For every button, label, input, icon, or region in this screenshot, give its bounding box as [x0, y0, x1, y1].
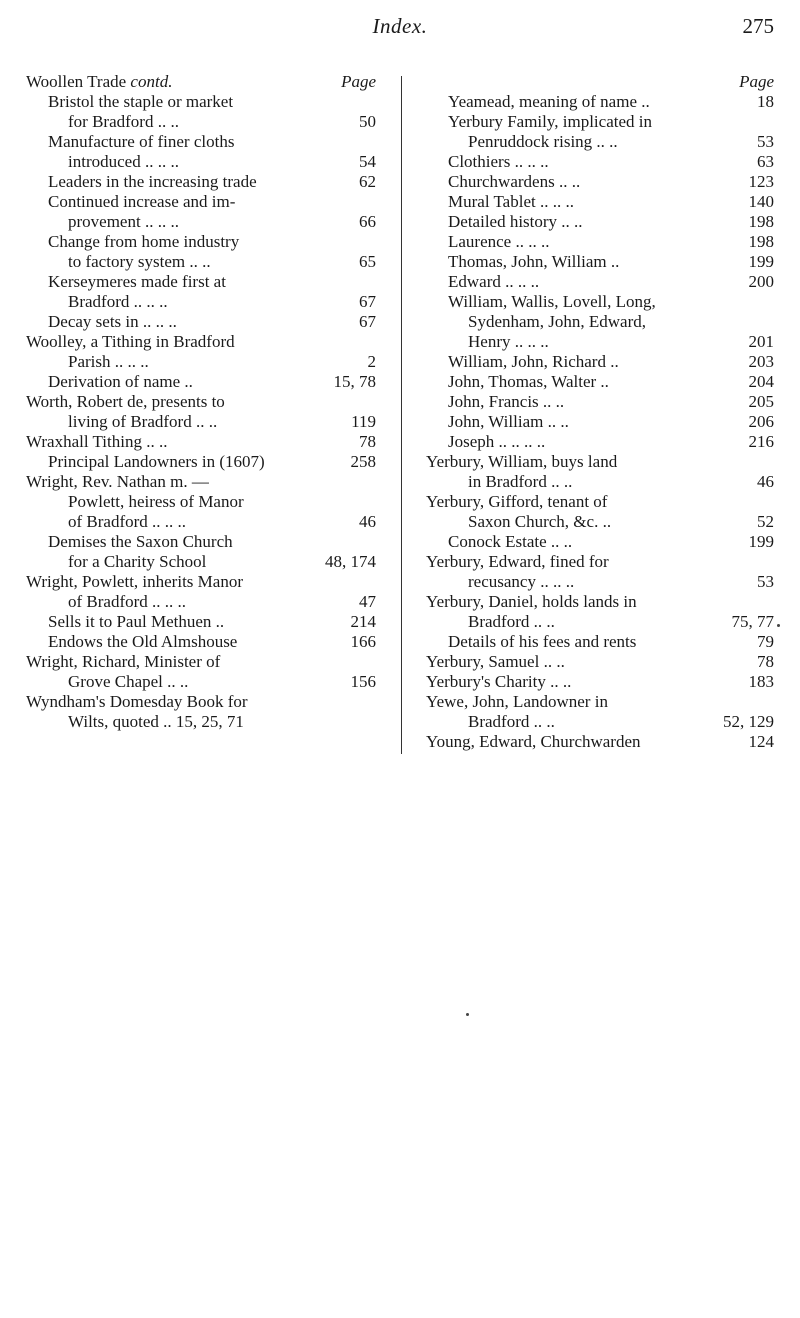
page-ref: 66 [359, 212, 376, 231]
index-line [26, 172, 376, 192]
index-line [26, 512, 376, 532]
page-ref: 78 [757, 652, 774, 671]
page-ref: 75, 77 [731, 612, 774, 631]
entry-text: Sells it to Paul Methuen .. [48, 612, 225, 631]
entry-text: John, Thomas, Walter .. [448, 372, 609, 391]
entry-text: Endows the Old Almshouse [48, 632, 238, 651]
index-line [426, 112, 774, 132]
index-line [26, 312, 376, 332]
entry-text: Bristol the staple or market [48, 92, 234, 111]
entry-text: for a Charity School [68, 552, 207, 571]
page-column-label: Page [341, 72, 376, 91]
index-line [426, 372, 774, 392]
index-line [26, 212, 376, 232]
index-line [426, 512, 774, 532]
page-ref: 54 [359, 152, 376, 171]
index-line [426, 132, 774, 152]
entry-text: Yerbury, Gifford, tenant of [426, 492, 608, 511]
entry-text: William, John, Richard .. [448, 352, 619, 371]
entry-text: Woolley, a Tithing in Bradford [26, 332, 235, 351]
page-column-label: Page [739, 72, 774, 91]
entry-text: Yerbury, Samuel .. .. [426, 652, 565, 671]
entry-text: in Bradford .. .. [468, 472, 573, 491]
index-line [26, 612, 376, 632]
page-ref: 200 [748, 272, 774, 291]
entry-text: Principal Landowners in (1607) [48, 452, 265, 471]
entry-text: Wright, Powlett, inherits Manor [26, 572, 243, 591]
entry-text: provement .. .. .. [68, 212, 179, 231]
entry-text: John, William .. .. [448, 412, 569, 431]
page-ref: 204 [748, 372, 774, 391]
entry-text: Mural Tablet .. .. .. [448, 192, 574, 211]
entry-text: Yerbury, Edward, fined for [426, 552, 609, 571]
index-line [426, 452, 774, 472]
entry-text: Penruddock rising .. .. [468, 132, 618, 151]
page-ref: 198 [748, 232, 774, 251]
page-ref: 199 [748, 252, 774, 271]
page-ref: 183 [748, 672, 774, 691]
index-line [426, 172, 774, 192]
entry-text: Laurence .. .. .. [448, 232, 550, 251]
index-line [26, 592, 376, 612]
entry-text: John, Francis .. .. [448, 392, 565, 411]
index-line [26, 572, 376, 592]
index-line [26, 272, 376, 292]
index-entries-right [426, 92, 774, 752]
entry-text: Details of his fees and rents [448, 632, 637, 651]
page-ref: 124 [748, 732, 774, 751]
index-line [426, 192, 774, 212]
page-ref: 206 [748, 412, 774, 431]
page-ref: 53 [757, 572, 774, 591]
page-ref: 46 [359, 512, 376, 531]
index-line [426, 412, 774, 432]
page-ref: 216 [748, 432, 774, 451]
index-line [426, 652, 774, 672]
entry-text: introduced .. .. .. [68, 152, 179, 171]
column-divider [401, 76, 402, 754]
page-ref: 67 [359, 292, 376, 311]
index-line [26, 552, 376, 572]
index-line [426, 152, 774, 172]
entry-text: Manufacture of finer cloths [48, 132, 235, 151]
index-column-left [26, 72, 376, 732]
index-line [26, 92, 376, 112]
page-title: Index. [372, 14, 428, 38]
index-line [26, 252, 376, 272]
index-line [426, 432, 774, 452]
stray-mark [777, 624, 780, 627]
index-line [426, 212, 774, 232]
entry-text: Clothiers .. .. .. [448, 152, 549, 171]
index-line [426, 312, 774, 332]
entry-text: Yerbury's Charity .. .. [426, 672, 572, 691]
index-line [426, 672, 774, 692]
entry-text: Bradford .. .. .. [68, 292, 168, 311]
page-ref: 78 [359, 432, 376, 451]
index-line [426, 692, 774, 712]
entry-text: Derivation of name .. [48, 372, 193, 391]
entry-text: Yerbury Family, implicated in [448, 112, 652, 131]
entry-text: Young, Edward, Churchwarden [426, 732, 641, 751]
index-line [426, 352, 774, 372]
page-ref: 201 [748, 332, 774, 351]
entry-text: Saxon Church, &c. .. [468, 512, 612, 531]
page-ref: 47 [359, 592, 376, 611]
index-line [26, 392, 376, 412]
index-line [426, 92, 774, 112]
index-line [426, 232, 774, 252]
entry-text: living of Bradford .. .. [68, 412, 218, 431]
index-line [426, 732, 774, 752]
entry-text: Parish .. .. .. [68, 352, 149, 371]
page-ref: 258 [350, 452, 376, 471]
page-ref: 15, 78 [333, 372, 376, 391]
page-ref: 52, 129 [723, 712, 774, 731]
entry-text: Change from home industry [48, 232, 240, 251]
entry-text: Yerbury, Daniel, holds lands in [426, 592, 637, 611]
page-ref: 166 [350, 632, 376, 651]
index-line [426, 552, 774, 572]
index-line [426, 612, 774, 632]
entry-text: Bradford .. .. [468, 712, 555, 731]
entry-text: Wilts, quoted .. 15, 25, 71 [68, 712, 244, 731]
page-ref: 119 [351, 412, 376, 431]
page-ref: 199 [748, 532, 774, 551]
index-line [426, 532, 774, 552]
page-ref: 63 [757, 152, 774, 171]
index-line [426, 632, 774, 652]
entry-text: Yeamead, meaning of name .. [448, 92, 650, 111]
page-ref: 198 [748, 212, 774, 231]
index-line [26, 292, 376, 312]
entry-text: Yewe, John, Landowner in [426, 692, 608, 711]
index-line [426, 712, 774, 732]
index-line [26, 452, 376, 472]
index-line [26, 432, 376, 452]
entry-text: Leaders in the increasing trade [48, 172, 257, 191]
page-ref: 203 [748, 352, 774, 371]
entry-text: Wraxhall Tithing .. .. [26, 432, 168, 451]
entry-text: Wright, Rev. Nathan m. — [26, 472, 209, 491]
entry-text: Worth, Robert de, presents to [26, 392, 225, 411]
page-ref: 123 [748, 172, 774, 191]
index-line [26, 492, 376, 512]
entry-text: Churchwardens .. .. [448, 172, 581, 191]
page-ref: 62 [359, 172, 376, 191]
index-line [426, 592, 774, 612]
index-entries-left [26, 92, 376, 732]
entry-text: Thomas, John, William .. [448, 252, 620, 271]
index-line [26, 692, 376, 712]
page-ref: 65 [359, 252, 376, 271]
index-line [26, 652, 376, 672]
page-header [0, 14, 800, 48]
entry-text: Edward .. .. .. [448, 272, 540, 291]
index-line [426, 392, 774, 412]
entry-text: Decay sets in .. .. .. [48, 312, 177, 331]
column-heading-row [26, 72, 376, 92]
page-ref: 2 [367, 352, 376, 371]
entry-text: Detailed history .. .. [448, 212, 583, 231]
entry-text: for Bradford .. .. [68, 112, 179, 131]
page-ref: 79 [757, 632, 774, 651]
index-line [26, 412, 376, 432]
entry-text: Conock Estate .. .. [448, 532, 573, 551]
heading-entry [26, 72, 172, 92]
heading-text: Woollen Trade [26, 72, 127, 91]
page-ref: 18 [757, 92, 774, 111]
column-heading-row [426, 72, 774, 92]
entry-text: Wyndham's Domesday Book for [26, 692, 248, 711]
entry-text: of Bradford .. .. .. [68, 512, 187, 531]
index-line [26, 532, 376, 552]
contd-label: contd. [130, 72, 173, 91]
index-line [426, 252, 774, 272]
page-number: 275 [742, 14, 774, 38]
entry-text: Demises the Saxon Church [48, 532, 233, 551]
index-line [26, 332, 376, 352]
index-line [426, 332, 774, 352]
entry-text: Henry .. .. .. [468, 332, 549, 351]
entry-text: Yerbury, William, buys land [426, 452, 618, 471]
page-ref: 140 [748, 192, 774, 211]
index-line [26, 112, 376, 132]
entry-text: recusancy .. .. .. [468, 572, 575, 591]
entry-text: to factory system .. .. [68, 252, 211, 271]
index-line [426, 272, 774, 292]
entry-text: Bradford .. .. [468, 612, 555, 631]
index-line [26, 232, 376, 252]
page-ref: 50 [359, 112, 376, 131]
entry-text: Joseph .. .. .. .. [448, 432, 546, 451]
index-line [26, 472, 376, 492]
entry-text: of Bradford .. .. .. [68, 592, 187, 611]
index-line [26, 632, 376, 652]
index-line [426, 572, 774, 592]
page-ref: 205 [748, 392, 774, 411]
entry-text: William, Wallis, Lovell, Long, [448, 292, 656, 311]
stray-mark [466, 1013, 469, 1016]
page-ref: 46 [757, 472, 774, 491]
index-line [426, 472, 774, 492]
page-ref: 67 [359, 312, 376, 331]
index-line [426, 492, 774, 512]
index-line [26, 152, 376, 172]
page-ref: 52 [757, 512, 774, 531]
index-line [26, 672, 376, 692]
index-line [26, 352, 376, 372]
index-line [26, 712, 376, 732]
page-ref: 53 [757, 132, 774, 151]
index-line [426, 292, 774, 312]
index-line [26, 372, 376, 392]
page-ref: 214 [350, 612, 376, 631]
index-line [26, 192, 376, 212]
entry-text: Sydenham, John, Edward, [468, 312, 647, 331]
entry-text: Kerseymeres made first at [48, 272, 226, 291]
index-line [26, 132, 376, 152]
entry-text: Wright, Richard, Minister of [26, 652, 221, 671]
page-ref: 156 [350, 672, 376, 691]
entry-text: Powlett, heiress of Manor [68, 492, 244, 511]
index-column-right [426, 72, 774, 752]
entry-text: Continued increase and im- [48, 192, 236, 211]
page-ref: 48, 174 [325, 552, 376, 571]
entry-text: Grove Chapel .. .. [68, 672, 189, 691]
